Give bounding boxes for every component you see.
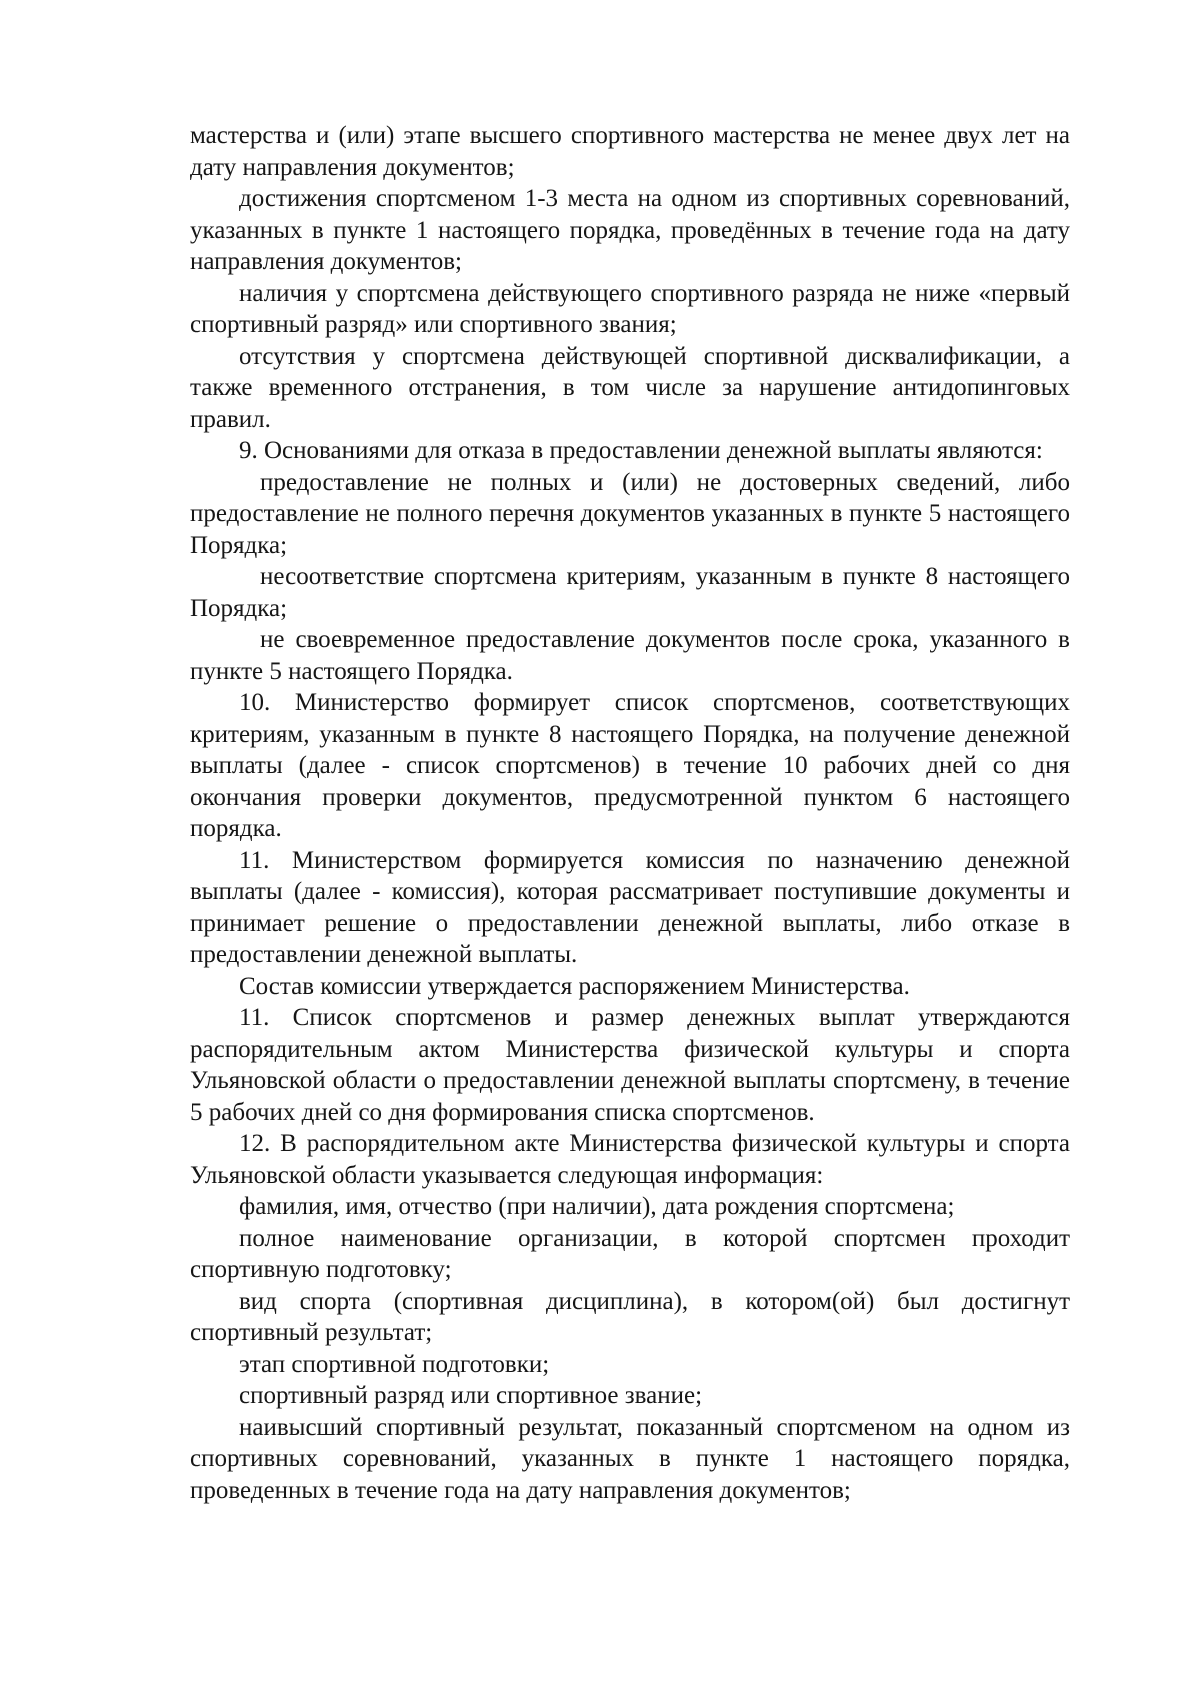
paragraph: наивысший спортивный результат, показанный спортсменом на одном из спортивных соревнований, указанных в пункте 1 настоящего порядка, проведенных в течение года на дату направления документов; xyxy=(190,1413,1070,1504)
paragraph: 11. Министерством формируется комиссия по назначению денежной выплаты (далее - комиссия), которая рассматривает поступившие документы и принимает решение о предоставлении денежной выплаты, либо отказе в предоставлении денежной выплаты. xyxy=(190,846,1070,968)
paragraph: Состав комиссии утверждается распоряжением Министерства. xyxy=(239,972,910,1000)
paragraph: этап спортивной подготовки; xyxy=(239,1350,550,1378)
paragraph: не своевременное предоставление документов после срока, указанного в пункте 5 настоящего Порядка. xyxy=(190,626,1070,685)
paragraph: полное наименование организации, в которой спортсмен проходит спортивную подготовку; xyxy=(190,1224,1070,1283)
paragraph: 10. Министерство формирует список спортсменов, соответствующих критериям, указанным в пункте 8 настоящего Порядка, на получение денежной выплаты (далее - список спортсменов) в течение 10 рабочих дней со дня окончания проверки документов, предусмотренной пунктом 6 настоящего порядка. xyxy=(190,689,1070,842)
paragraph: мастерства и (или) этапе высшего спортивного мастерства не менее двух лет на дату направления документов; xyxy=(190,122,1070,181)
paragraph: несоответствие спортсмена критериям, указанным в пункте 8 настоящего Порядка; xyxy=(190,563,1070,622)
paragraph: 9. Основаниями для отказа в предоставлении денежной выплаты являются: xyxy=(239,437,1043,464)
paragraph: 12. В распорядительном акте Министерства физической культуры и спорта Ульяновской области указывается следующая информация: xyxy=(190,1130,1070,1189)
paragraph: вид спорта (спортивная дисциплина), в котором(ой) был достигнут спортивный результат; xyxy=(190,1287,1070,1346)
paragraph: 11. Список спортсменов и размер денежных выплат утверждаются распорядительным актом Министерства физической культуры и спорта Ульяновской области о предоставлении денежной выплаты спортсмену, в течение 5 рабочих дней со дня формирования списка спортсменов. xyxy=(190,1004,1070,1126)
paragraph: достижения спортсменом 1-3 места на одном из спортивных соревнований, указанных в пункте 1 настоящего порядка, проведённых в течение года на дату направления документов; xyxy=(190,185,1070,275)
paragraph: спортивный разряд или спортивное звание; xyxy=(239,1382,703,1409)
document-page xyxy=(190,120,1070,1506)
paragraph: фамилия, имя, отчество (при наличии), дата рождения спортсмена; xyxy=(239,1193,955,1220)
paragraph: предоставление не полных и (или) не достоверных сведений, либо предоставление не полного перечня документов указанных в пункте 5 настоящего Порядка; xyxy=(190,468,1070,559)
paragraph: наличия у спортсмена действующего спортивного разряда не ниже «первый спортивный разряд» или спортивного звания; xyxy=(190,279,1070,338)
paragraph: отсутствия у спортсмена действующей спортивной дисквалификации, а также временного отстранения, в том числе за нарушение антидопинговых правил. xyxy=(190,342,1070,433)
